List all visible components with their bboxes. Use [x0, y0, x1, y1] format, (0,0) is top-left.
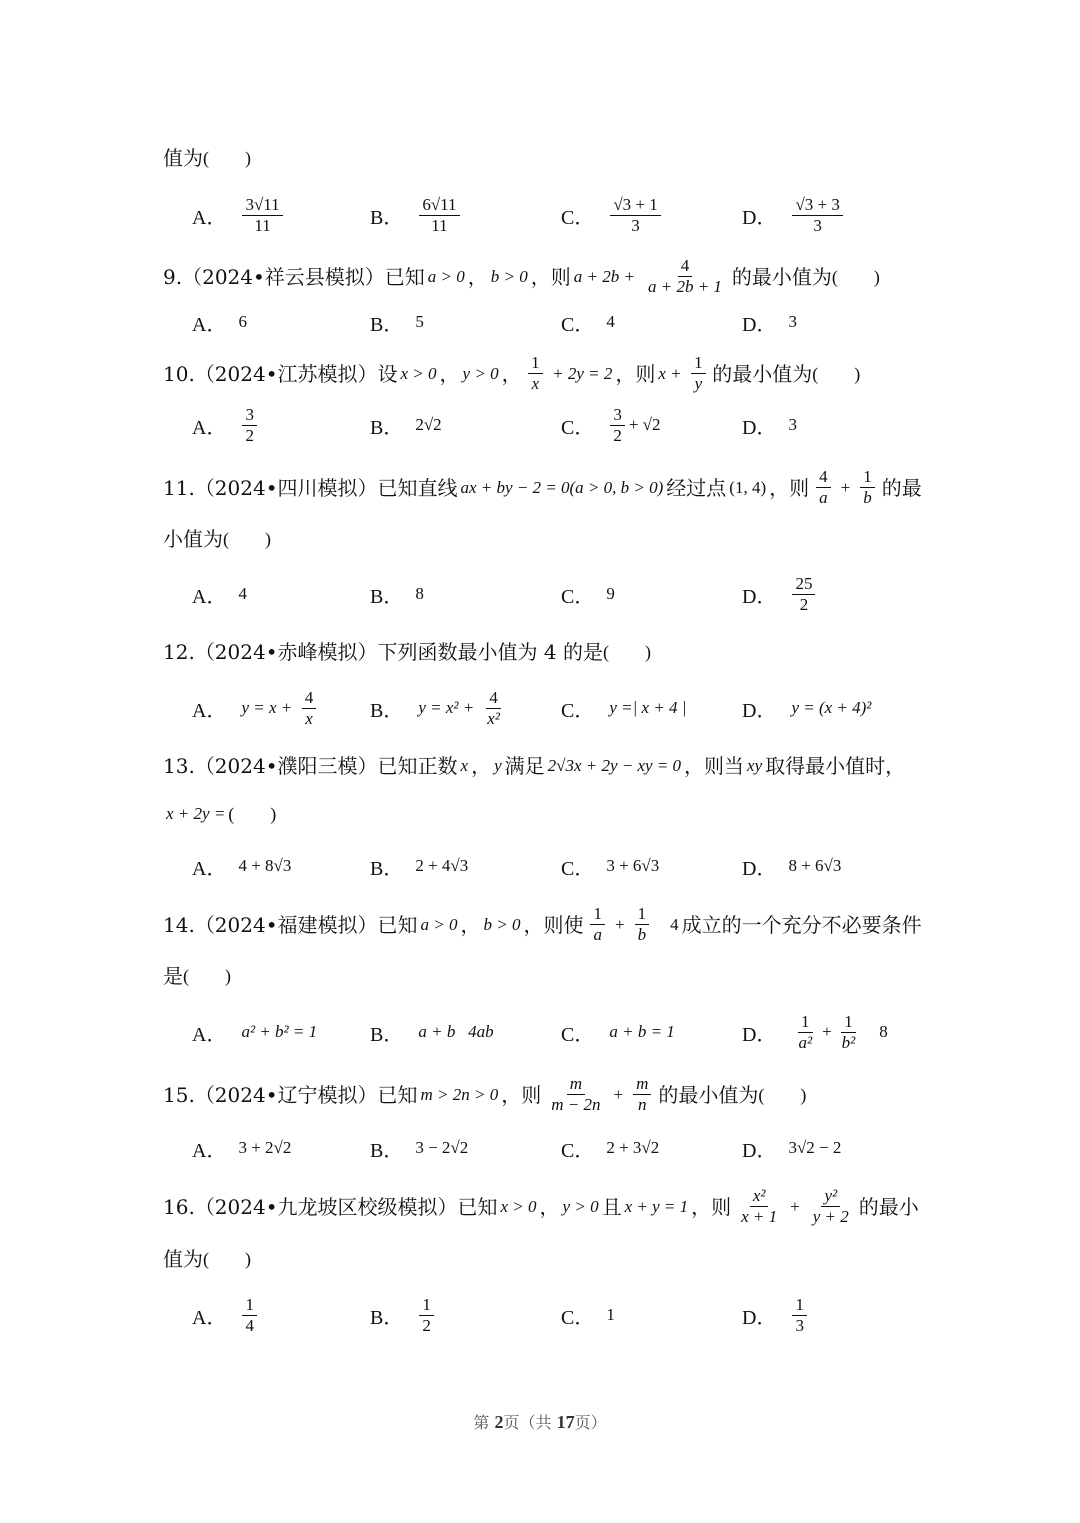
q8-tail-text: 值为 — [163, 146, 203, 170]
option-value: 4 — [238, 584, 247, 603]
option-label: D． — [742, 699, 777, 722]
q15-option-d[interactable] — [742, 1126, 841, 1170]
option-label: A． — [192, 857, 227, 880]
q13-cont-expr: x + 2y = — [166, 804, 226, 823]
q13-sep: ， — [471, 754, 492, 778]
option-label: B． — [370, 857, 404, 880]
option-fraction-2 — [836, 1012, 862, 1053]
q15-number: 15. — [163, 1082, 195, 1107]
option-value: a + b 4ab — [418, 1022, 494, 1041]
q15-options — [192, 1126, 952, 1170]
q9-paren: ( ) — [831, 266, 880, 287]
q14-options — [192, 1010, 952, 1054]
q9-cond-a: a > 0 — [427, 266, 465, 286]
option-fraction — [610, 195, 660, 236]
q9-source: （2024•祥云县模拟） — [182, 264, 385, 289]
q10-stem — [163, 353, 860, 394]
fraction-denominator: y + 2 — [812, 1207, 849, 1226]
option-value: 1 — [606, 1305, 615, 1324]
fraction-denominator: b — [863, 488, 872, 507]
q12-stem — [163, 638, 651, 666]
fraction-denominator: m − 2n — [551, 1095, 601, 1114]
q14-plus: + — [614, 914, 625, 934]
fraction-denominator: 2 — [245, 425, 254, 445]
q10-text-3: 的最小值为 — [712, 361, 813, 386]
q9-option-b[interactable] — [370, 300, 424, 344]
q12-text-1: 下列函数最小值为 4 的是 — [377, 640, 603, 664]
q10-text-2: ，则 — [615, 361, 656, 386]
q14-cond-b: b > 0 — [483, 914, 521, 934]
option-value-prefix: y = x + — [241, 698, 293, 717]
q10-paren: ( ) — [812, 363, 861, 384]
q15-text-1: 已知 — [377, 1082, 418, 1107]
q10-expr: x + — [658, 363, 682, 383]
q11-stem-cont — [163, 525, 271, 553]
fraction-numerator: m — [567, 1074, 585, 1095]
q15-option-a[interactable] — [192, 1126, 291, 1170]
fraction-denominator: a² — [798, 1032, 813, 1052]
option-fraction — [481, 688, 506, 729]
q8-option-c[interactable] — [561, 193, 665, 237]
option-label: B． — [370, 416, 404, 439]
q10-option-c[interactable] — [561, 403, 661, 447]
option-fraction — [242, 195, 282, 236]
option-fraction-1 — [792, 1012, 818, 1053]
fraction-denominator: x — [305, 708, 313, 728]
fraction-numerator: 25 — [792, 574, 815, 595]
q12-option-d[interactable] — [742, 686, 874, 730]
q16-fraction-1 — [735, 1186, 783, 1227]
q16-text-3: ，则 — [691, 1194, 732, 1219]
q13-text-2: 满足 — [504, 754, 545, 778]
fraction-denominator: 4 — [245, 1315, 254, 1335]
q16-number: 16. — [163, 1194, 195, 1219]
q16-text-1: 已知 — [457, 1194, 498, 1219]
option-value: 3 − 2√2 — [415, 1138, 469, 1157]
q8-paren: ( ) — [203, 148, 251, 168]
option-plus: + — [822, 1022, 832, 1041]
q11-option-b[interactable] — [370, 572, 424, 616]
q8-options — [192, 193, 952, 237]
fraction-numerator: 4 — [816, 467, 831, 488]
fraction-numerator: √3 + 1 — [610, 195, 660, 216]
q16-paren: ( ) — [203, 1249, 251, 1269]
fraction-denominator: 3 — [813, 215, 822, 235]
fraction-numerator: 1 — [590, 904, 605, 925]
fraction-denominator: a — [819, 488, 828, 507]
q16-option-c[interactable] — [561, 1293, 615, 1337]
option-value: 8 — [415, 584, 424, 603]
fraction-numerator: 1 — [792, 1295, 807, 1316]
q15-source: （2024•辽宁模拟） — [194, 1082, 378, 1107]
q15-fraction-2 — [630, 1074, 654, 1115]
q14-number: 14. — [163, 912, 195, 937]
option-value: 5 — [415, 312, 424, 331]
option-value: 4 — [606, 312, 615, 331]
q12-option-c[interactable] — [561, 686, 689, 730]
option-label: C． — [561, 416, 595, 439]
q14-stem — [163, 904, 922, 945]
option-label: C． — [561, 1306, 595, 1329]
option-label: A． — [192, 416, 227, 439]
q9-stem — [163, 256, 880, 297]
option-label: D． — [742, 1023, 777, 1046]
option-label: D． — [742, 313, 777, 336]
fraction-denominator: 2 — [613, 425, 622, 445]
q14-option-d[interactable] — [742, 1010, 888, 1054]
q9-options — [192, 300, 952, 344]
option-value: a² + b² = 1 — [241, 1022, 318, 1041]
fraction-numerator: √3 + 3 — [792, 195, 842, 216]
q15-paren: ( ) — [758, 1084, 807, 1105]
fraction-denominator: b — [637, 925, 647, 944]
q13-options — [192, 844, 952, 888]
option-fraction — [419, 195, 459, 236]
option-value: 4 + 8√3 — [238, 856, 292, 875]
option-label: B． — [370, 313, 404, 336]
fraction-denominator: 3 — [631, 215, 640, 235]
q10-option-a[interactable] — [192, 403, 261, 447]
q8-tail-line — [163, 144, 251, 172]
option-label: A． — [192, 699, 227, 722]
page-total: 17 — [556, 1412, 575, 1432]
option-label: B． — [370, 1139, 404, 1162]
q10-options — [192, 403, 952, 447]
q11-point: (1, 4) — [729, 477, 767, 497]
q9-option-a[interactable] — [192, 300, 247, 344]
q13-stem-cont — [163, 800, 276, 828]
q14-option-b[interactable] — [370, 1010, 497, 1054]
q14-paren: ( ) — [183, 966, 231, 986]
q16-sep: ， — [539, 1194, 560, 1219]
option-label: C． — [561, 699, 595, 722]
q11-option-d[interactable] — [742, 572, 819, 616]
q11-fraction-2 — [857, 467, 878, 508]
q13-stem — [163, 752, 905, 780]
fraction-denominator: x — [531, 374, 540, 393]
option-value: 3 + 2√2 — [238, 1138, 292, 1157]
option-label: D． — [742, 585, 777, 608]
q9-option-d[interactable] — [742, 300, 797, 344]
fraction-numerator: 1 — [798, 1012, 813, 1033]
option-value: 3√2 − 2 — [788, 1138, 842, 1157]
q12-option-b[interactable] — [370, 686, 510, 730]
q14-rhs: 4 — [670, 914, 679, 934]
q13-source: （2024•濮阳三模） — [194, 754, 378, 778]
q16-stem-cont — [163, 1245, 251, 1273]
option-label: C． — [561, 1023, 595, 1046]
q15-plus: + — [613, 1084, 624, 1104]
q16-text-2: 且 — [601, 1194, 622, 1219]
q11-text-3: ，则 — [769, 475, 810, 500]
q14-cond-a: a > 0 — [420, 914, 458, 934]
option-label: D． — [742, 1306, 777, 1329]
q11-line-equation: ax + by − 2 = 0(a > 0, b > 0) — [460, 477, 664, 497]
option-value: 2 + 4√3 — [415, 856, 469, 875]
q11-stem — [163, 467, 922, 508]
option-label: A． — [192, 1139, 227, 1162]
q9-cond-b: b > 0 — [490, 266, 528, 286]
fraction-numerator: 1 — [860, 467, 875, 488]
q15-option-c[interactable] — [561, 1126, 659, 1170]
option-label: A． — [192, 1306, 227, 1329]
q14-fraction-1 — [587, 904, 608, 945]
footer-text-1: 第 — [473, 1413, 495, 1432]
q11-option-c[interactable] — [561, 572, 615, 616]
q12-option-a[interactable] — [192, 686, 323, 730]
fraction-numerator: 1 — [242, 1295, 257, 1316]
q16-cond-sum: x + y = 1 — [624, 1196, 689, 1216]
q13-var-y: y — [494, 756, 502, 775]
fraction-denominator: 11 — [254, 215, 271, 235]
q9-sep: ， — [467, 264, 488, 289]
option-label: D． — [742, 857, 777, 880]
q16-option-a[interactable] — [192, 1293, 261, 1337]
q16-cond-y: y > 0 — [562, 1196, 599, 1216]
q10-equation: + 2y = 2 — [552, 363, 613, 383]
q12-number: 12. — [163, 640, 195, 664]
fraction-numerator: 1 — [635, 904, 650, 925]
option-value: y =| x + 4 | — [609, 698, 687, 717]
q14-cont-text: 是 — [163, 964, 183, 988]
q10-source: （2024•江苏模拟） — [194, 361, 378, 386]
q13-option-a[interactable] — [192, 844, 291, 888]
q9-option-c[interactable] — [561, 300, 615, 344]
q16-cont-text: 值为 — [163, 1247, 203, 1271]
option-value: 3 + 6√3 — [606, 856, 660, 875]
fraction-numerator: 3 — [242, 405, 257, 426]
option-label: A． — [192, 206, 227, 229]
option-label: B． — [370, 1023, 404, 1046]
q13-number: 13. — [163, 754, 195, 778]
q9-expr: a + 2b + — [573, 266, 635, 286]
option-fraction — [792, 195, 842, 236]
option-label: A． — [192, 585, 227, 608]
q15-cond: m > 2n > 0 — [420, 1084, 499, 1104]
q10-option-d[interactable] — [742, 403, 797, 447]
q14-stem-cont — [163, 962, 231, 990]
fraction-denominator: 3 — [795, 1315, 804, 1335]
option-label: D． — [742, 416, 777, 439]
q10-sep: ， — [439, 361, 460, 386]
option-value: 6 — [238, 312, 247, 331]
option-label: C． — [561, 1139, 595, 1162]
option-value: 2 + 3√2 — [606, 1138, 660, 1157]
q10-fraction-2 — [689, 353, 709, 394]
option-label: A． — [192, 1023, 227, 1046]
option-fraction — [419, 1295, 434, 1336]
option-fraction — [610, 405, 625, 446]
q11-text-4: 的最 — [881, 475, 922, 500]
q14-text-1: 已知 — [377, 912, 418, 937]
q14-source: （2024•福建模拟） — [194, 912, 378, 937]
q8-option-b[interactable] — [370, 193, 464, 237]
option-value: 9 — [606, 584, 615, 603]
fraction-denominator: a + 2b + 1 — [647, 277, 722, 296]
q13-paren: ( ) — [228, 804, 277, 824]
q10-fraction-1 — [526, 353, 546, 394]
q13-equation: 2√3x + 2y − xy = 0 — [547, 756, 682, 775]
fraction-numerator: x² — [750, 1186, 769, 1207]
option-label: B． — [370, 699, 404, 722]
q15-stem — [163, 1074, 806, 1115]
option-fraction — [242, 405, 257, 446]
q13-option-c[interactable] — [561, 844, 659, 888]
q15-fraction-1 — [545, 1074, 606, 1115]
q11-source: （2024•四川模拟） — [194, 475, 378, 500]
fraction-numerator: 4 — [486, 688, 501, 709]
option-label: C． — [561, 313, 595, 336]
q15-text-3: 的最小值为 — [658, 1082, 759, 1107]
q16-option-d[interactable] — [742, 1293, 811, 1337]
fraction-numerator: 1 — [841, 1012, 856, 1033]
q9-text-2: ，则 — [530, 264, 571, 289]
fraction-denominator: y — [694, 374, 703, 393]
q11-paren: ( ) — [223, 529, 271, 549]
footer-text-2: 页（共 — [503, 1413, 557, 1432]
q9-text-3: 的最小值为 — [731, 264, 832, 289]
q15-option-b[interactable] — [370, 1126, 468, 1170]
q16-option-b[interactable] — [370, 1293, 438, 1337]
q13-var-x: x — [460, 756, 469, 775]
q13-text-1: 已知正数 — [377, 754, 458, 778]
q14-fraction-2 — [632, 904, 653, 945]
fraction-numerator: 3 — [610, 405, 625, 426]
option-value: y = (x + 4)² — [791, 698, 872, 717]
fraction-denominator: x² — [487, 708, 500, 728]
option-value-prefix: y = x² + — [418, 698, 475, 717]
q11-text-2: 经过点 — [666, 475, 727, 500]
footer-text-3: 页） — [574, 1413, 607, 1432]
q14-sep: ， — [460, 912, 481, 937]
option-value: 3 — [788, 415, 797, 434]
option-label: C． — [561, 585, 595, 608]
q9-text-1: 已知 — [384, 264, 425, 289]
q10-text-1: 设 — [377, 361, 398, 386]
option-label: B． — [370, 206, 404, 229]
q16-options — [192, 1293, 952, 1337]
fraction-denominator: 2 — [422, 1315, 431, 1335]
q8-option-d[interactable] — [742, 193, 847, 237]
q14-option-c[interactable] — [561, 1010, 678, 1054]
q16-source: （2024•九龙坡区校级模拟） — [194, 1194, 458, 1219]
option-value: a + b = 1 — [609, 1022, 675, 1041]
fraction-numerator: m — [633, 1074, 651, 1095]
option-label: D． — [742, 1139, 777, 1162]
option-value: 3 — [788, 312, 797, 331]
q8-option-a[interactable] — [192, 193, 287, 237]
q10-sep-2: ， — [501, 361, 522, 386]
q12-paren: ( ) — [602, 642, 651, 662]
fraction-numerator: 1 — [419, 1295, 434, 1316]
page-number: 2 — [494, 1412, 504, 1432]
q10-cond-x: x > 0 — [400, 363, 437, 383]
q15-text-2: ，则 — [501, 1082, 542, 1107]
q11-fraction-1 — [813, 467, 834, 508]
q11-option-a[interactable] — [192, 572, 247, 616]
option-fraction — [792, 1295, 807, 1336]
option-label: A． — [192, 313, 227, 336]
option-value-tail: + √2 — [628, 415, 661, 434]
option-value: 2√2 — [415, 415, 442, 434]
option-rhs: 8 — [879, 1022, 888, 1041]
fraction-denominator: a — [593, 925, 602, 944]
q16-stem — [163, 1186, 919, 1227]
q13-text-4: 取得最小值时， — [765, 754, 906, 778]
q14-text-2: ，则使 — [523, 912, 584, 937]
q13-text-3: ，则当 — [684, 754, 745, 778]
q16-text-4: 的最小 — [858, 1194, 919, 1219]
q14-option-a[interactable] — [192, 1010, 320, 1054]
q16-fraction-2 — [807, 1186, 855, 1227]
q11-options — [192, 572, 952, 616]
option-label: C． — [561, 206, 595, 229]
q11-plus: + — [840, 477, 851, 497]
q10-option-b[interactable] — [370, 403, 442, 447]
fraction-numerator: y² — [821, 1186, 840, 1207]
fraction-numerator: 4 — [302, 688, 317, 709]
option-label: B． — [370, 585, 404, 608]
fraction-numerator: 4 — [678, 256, 693, 277]
option-label: D． — [742, 206, 777, 229]
fraction-numerator: 3√11 — [242, 195, 282, 216]
page-footer — [0, 1410, 1080, 1433]
q14-text-3: 成立的一个充分不必要条件 — [681, 912, 922, 937]
option-fraction — [242, 1295, 257, 1336]
fraction-denominator: b² — [841, 1032, 856, 1052]
q11-cont-text: 小值为 — [163, 527, 223, 551]
q10-number: 10. — [163, 361, 195, 386]
fraction-denominator: 11 — [431, 215, 448, 235]
q16-cond-x: x > 0 — [500, 1196, 537, 1216]
q11-number: 11. — [163, 475, 195, 500]
option-label: B． — [370, 1306, 404, 1329]
q11-text-1: 已知直线 — [377, 475, 458, 500]
q16-plus: + — [790, 1196, 800, 1216]
q13-option-d[interactable] — [742, 844, 841, 888]
q9-number: 9. — [163, 264, 183, 289]
q9-fraction — [642, 256, 728, 297]
option-fraction — [299, 688, 319, 729]
fraction-denominator: 2 — [799, 594, 809, 614]
option-fraction — [792, 574, 815, 615]
q13-var-xy: xy — [747, 756, 763, 775]
option-label: C． — [561, 857, 595, 880]
option-value: 8 + 6√3 — [788, 856, 842, 875]
fraction-denominator: x + 1 — [741, 1207, 778, 1226]
fraction-numerator: 1 — [691, 353, 706, 374]
q13-option-b[interactable] — [370, 844, 468, 888]
q12-source: （2024•赤峰模拟） — [194, 640, 378, 664]
q10-cond-y: y > 0 — [462, 363, 499, 383]
fraction-denominator: n — [637, 1095, 647, 1114]
q12-options — [192, 686, 952, 730]
fraction-numerator: 6√11 — [419, 195, 459, 216]
fraction-numerator: 1 — [528, 353, 543, 374]
